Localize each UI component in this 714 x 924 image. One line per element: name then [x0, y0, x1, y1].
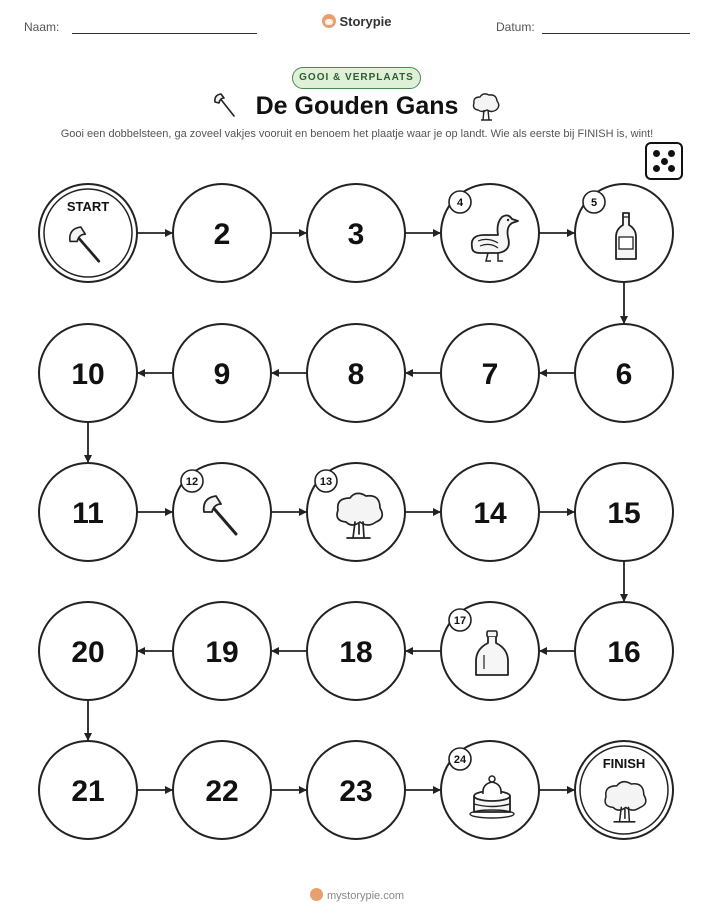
board-cell-7	[441, 324, 539, 422]
board-cell-11	[39, 463, 137, 561]
cell-number: 5	[590, 197, 598, 209]
cell-number: 8	[347, 358, 365, 391]
board-cell-25	[575, 741, 673, 839]
board-cell-18	[307, 602, 405, 700]
board-cell-3	[307, 184, 405, 282]
page-title: De Gouden Gans	[255, 92, 459, 120]
game-type-badge: GOOI & VERPLAATS	[292, 67, 421, 89]
cell-number: 7	[481, 358, 499, 391]
board-cell-2	[173, 184, 271, 282]
board-cell-12	[173, 463, 271, 561]
cell-number: 3	[347, 218, 365, 251]
board-cell-16	[575, 602, 673, 700]
board-cell-8	[307, 324, 405, 422]
board-cell-9	[173, 324, 271, 422]
cell-number: 19	[205, 636, 239, 669]
board-cell-15	[575, 463, 673, 561]
instructions: Gooi een dobbelsteen, ga zoveel vakjes vooruit en benoem het plaatje waar je op landt. Wie als eerste bij FINISH is, wint!	[60, 128, 654, 140]
board-cell-19	[173, 602, 271, 700]
board-cell-6	[575, 324, 673, 422]
cell-number: 2	[213, 218, 231, 251]
board-cell-24	[441, 741, 539, 839]
cell-number: 24	[453, 754, 467, 766]
cell-label: START	[66, 199, 110, 214]
board-cell-5	[575, 184, 673, 282]
cell-number: 9	[213, 358, 231, 391]
board-cell-22	[173, 741, 271, 839]
cell-number: 20	[71, 636, 105, 669]
cell-number: 14	[473, 497, 507, 530]
board-cell-21	[39, 741, 137, 839]
cell-number: 12	[185, 476, 199, 488]
cell-number: 13	[319, 476, 333, 488]
board-cell-1	[39, 184, 137, 282]
board-cell-14	[441, 463, 539, 561]
cell-number: 21	[71, 775, 105, 808]
footer-url: mystorypie.com	[326, 890, 405, 902]
cell-number: 4	[456, 197, 464, 209]
cell-number: 22	[205, 775, 239, 808]
board-cell-10	[39, 324, 137, 422]
cell-number: 15	[607, 497, 641, 530]
cell-number: 11	[72, 497, 104, 530]
cell-number: 16	[607, 636, 641, 669]
date-label: Datum:	[496, 20, 535, 34]
board-cell-23	[307, 741, 405, 839]
cell-number: 10	[71, 358, 105, 391]
storypie-logo-icon	[310, 888, 323, 901]
cell-number: 17	[453, 615, 467, 627]
board-cell-4	[441, 184, 539, 282]
board-cell-13	[307, 463, 405, 561]
cell-number: 23	[339, 775, 373, 808]
board-cell-17	[441, 602, 539, 700]
brand-name: Storypie	[339, 14, 392, 29]
name-label: Naam:	[24, 20, 60, 34]
cell-label: FINISH	[602, 756, 646, 771]
cell-number: 18	[339, 636, 373, 669]
cell-number: 6	[615, 358, 633, 391]
footer	[0, 888, 714, 902]
board-cell-20	[39, 602, 137, 700]
